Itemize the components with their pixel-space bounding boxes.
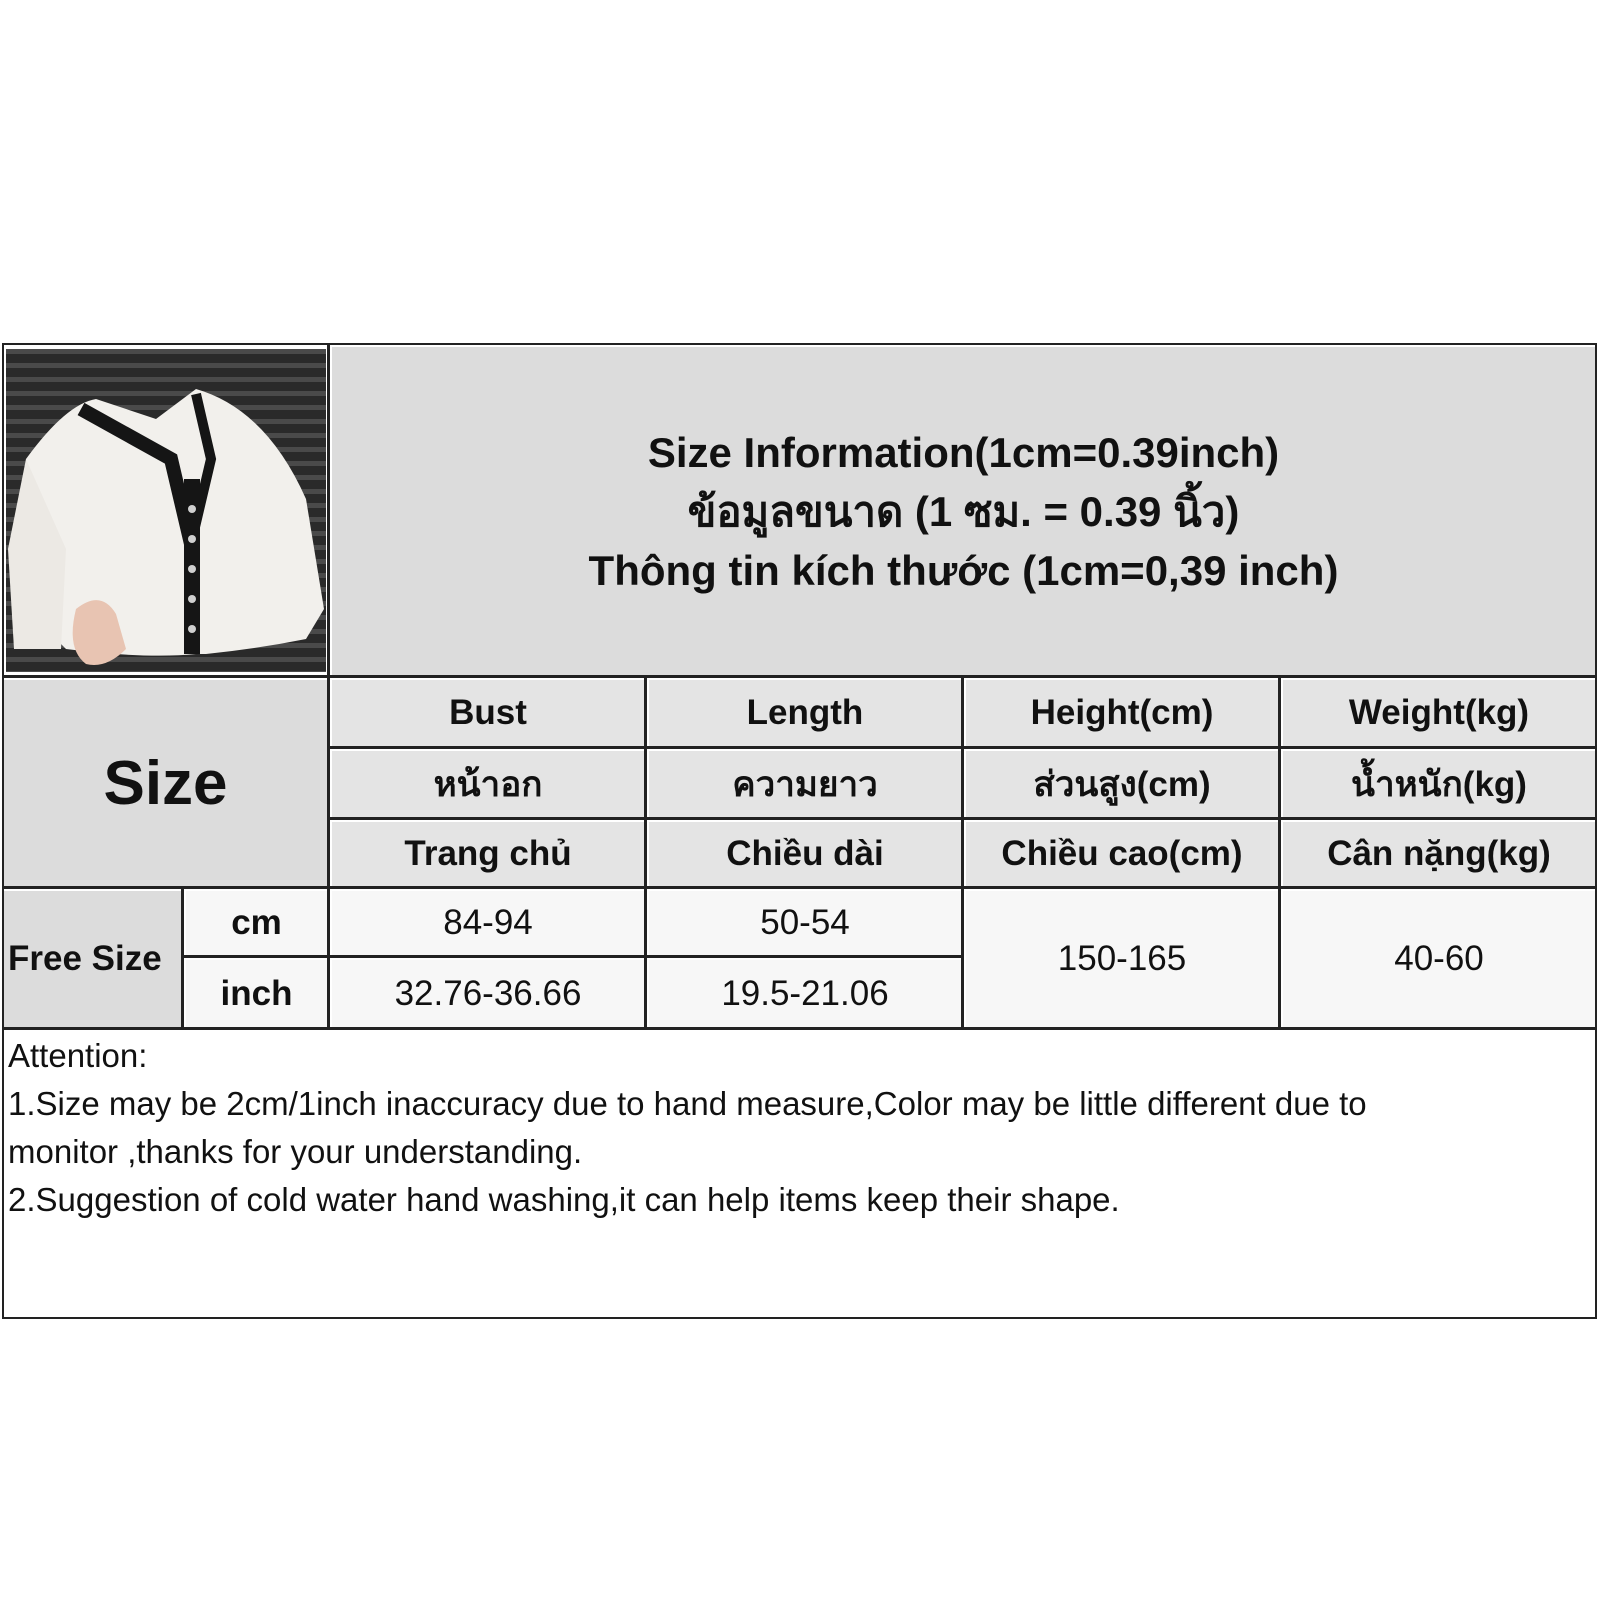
grid-line [961, 675, 964, 1027]
notes-line-3: 2.Suggestion of cold water hand washing,it can help items keep their shape. [8, 1181, 1120, 1218]
unit-cm: cm [186, 891, 327, 955]
grid-line [2, 675, 1597, 678]
header-weight-vi: Cân nặng(kg) [1283, 822, 1595, 886]
unit-inch: inch [186, 960, 327, 1027]
size-label: Size [4, 680, 327, 886]
height-value: 150-165 [966, 891, 1278, 1027]
bust-cm-value: 84-94 [332, 891, 644, 955]
notes-heading: Attention: [8, 1037, 148, 1074]
grid-line [327, 345, 330, 1027]
length-inch-value: 19.5-21.06 [649, 960, 961, 1027]
header-height-vi: Chiều cao(cm) [966, 822, 1278, 886]
header-length-en: Length [649, 680, 961, 746]
bust-inch-value: 32.76-36.66 [332, 960, 644, 1027]
header-bust-en: Bust [332, 680, 644, 746]
grid-line [2, 886, 1597, 889]
grid-line [1278, 675, 1281, 1027]
title-line-th: ข้อมูลขนาด (1 ซม. = 0.39 นิ้ว) [687, 487, 1240, 535]
header-weight-th: น้ำหนัก(kg) [1283, 751, 1595, 817]
length-cm-value: 50-54 [649, 891, 961, 955]
free-size-label: Free Size [4, 891, 181, 1027]
header-bust-th: หน้าอก [332, 751, 644, 817]
header-length-vi: Chiều dài [649, 822, 961, 886]
header-height-th: ส่วนสูง(cm) [966, 751, 1278, 817]
product-photo [6, 349, 326, 672]
header-length-th: ความยาว [649, 751, 961, 817]
weight-value: 40-60 [1283, 891, 1595, 1027]
size-info-title [332, 347, 1595, 675]
notes-line-2: monitor ,thanks for your understanding. [8, 1133, 583, 1170]
header-bust-vi: Trang chủ [332, 822, 644, 886]
grid-line [644, 675, 647, 1027]
grid-line [181, 886, 184, 1027]
header-weight-en: Weight(kg) [1283, 680, 1595, 746]
attention-notes [8, 1032, 1588, 1224]
title-line-en: Size Information(1cm=0.39inch) [647, 428, 1280, 476]
title-line-vi: Thông tin kích thước (1cm=0,39 inch) [588, 546, 1339, 594]
notes-line-1: 1.Size may be 2cm/1inch inaccuracy due to hand measure,Color may be little different due to [8, 1085, 1367, 1122]
grid-line [183, 955, 964, 958]
grid-line [2, 1027, 1597, 1030]
header-height-en: Height(cm) [966, 680, 1278, 746]
